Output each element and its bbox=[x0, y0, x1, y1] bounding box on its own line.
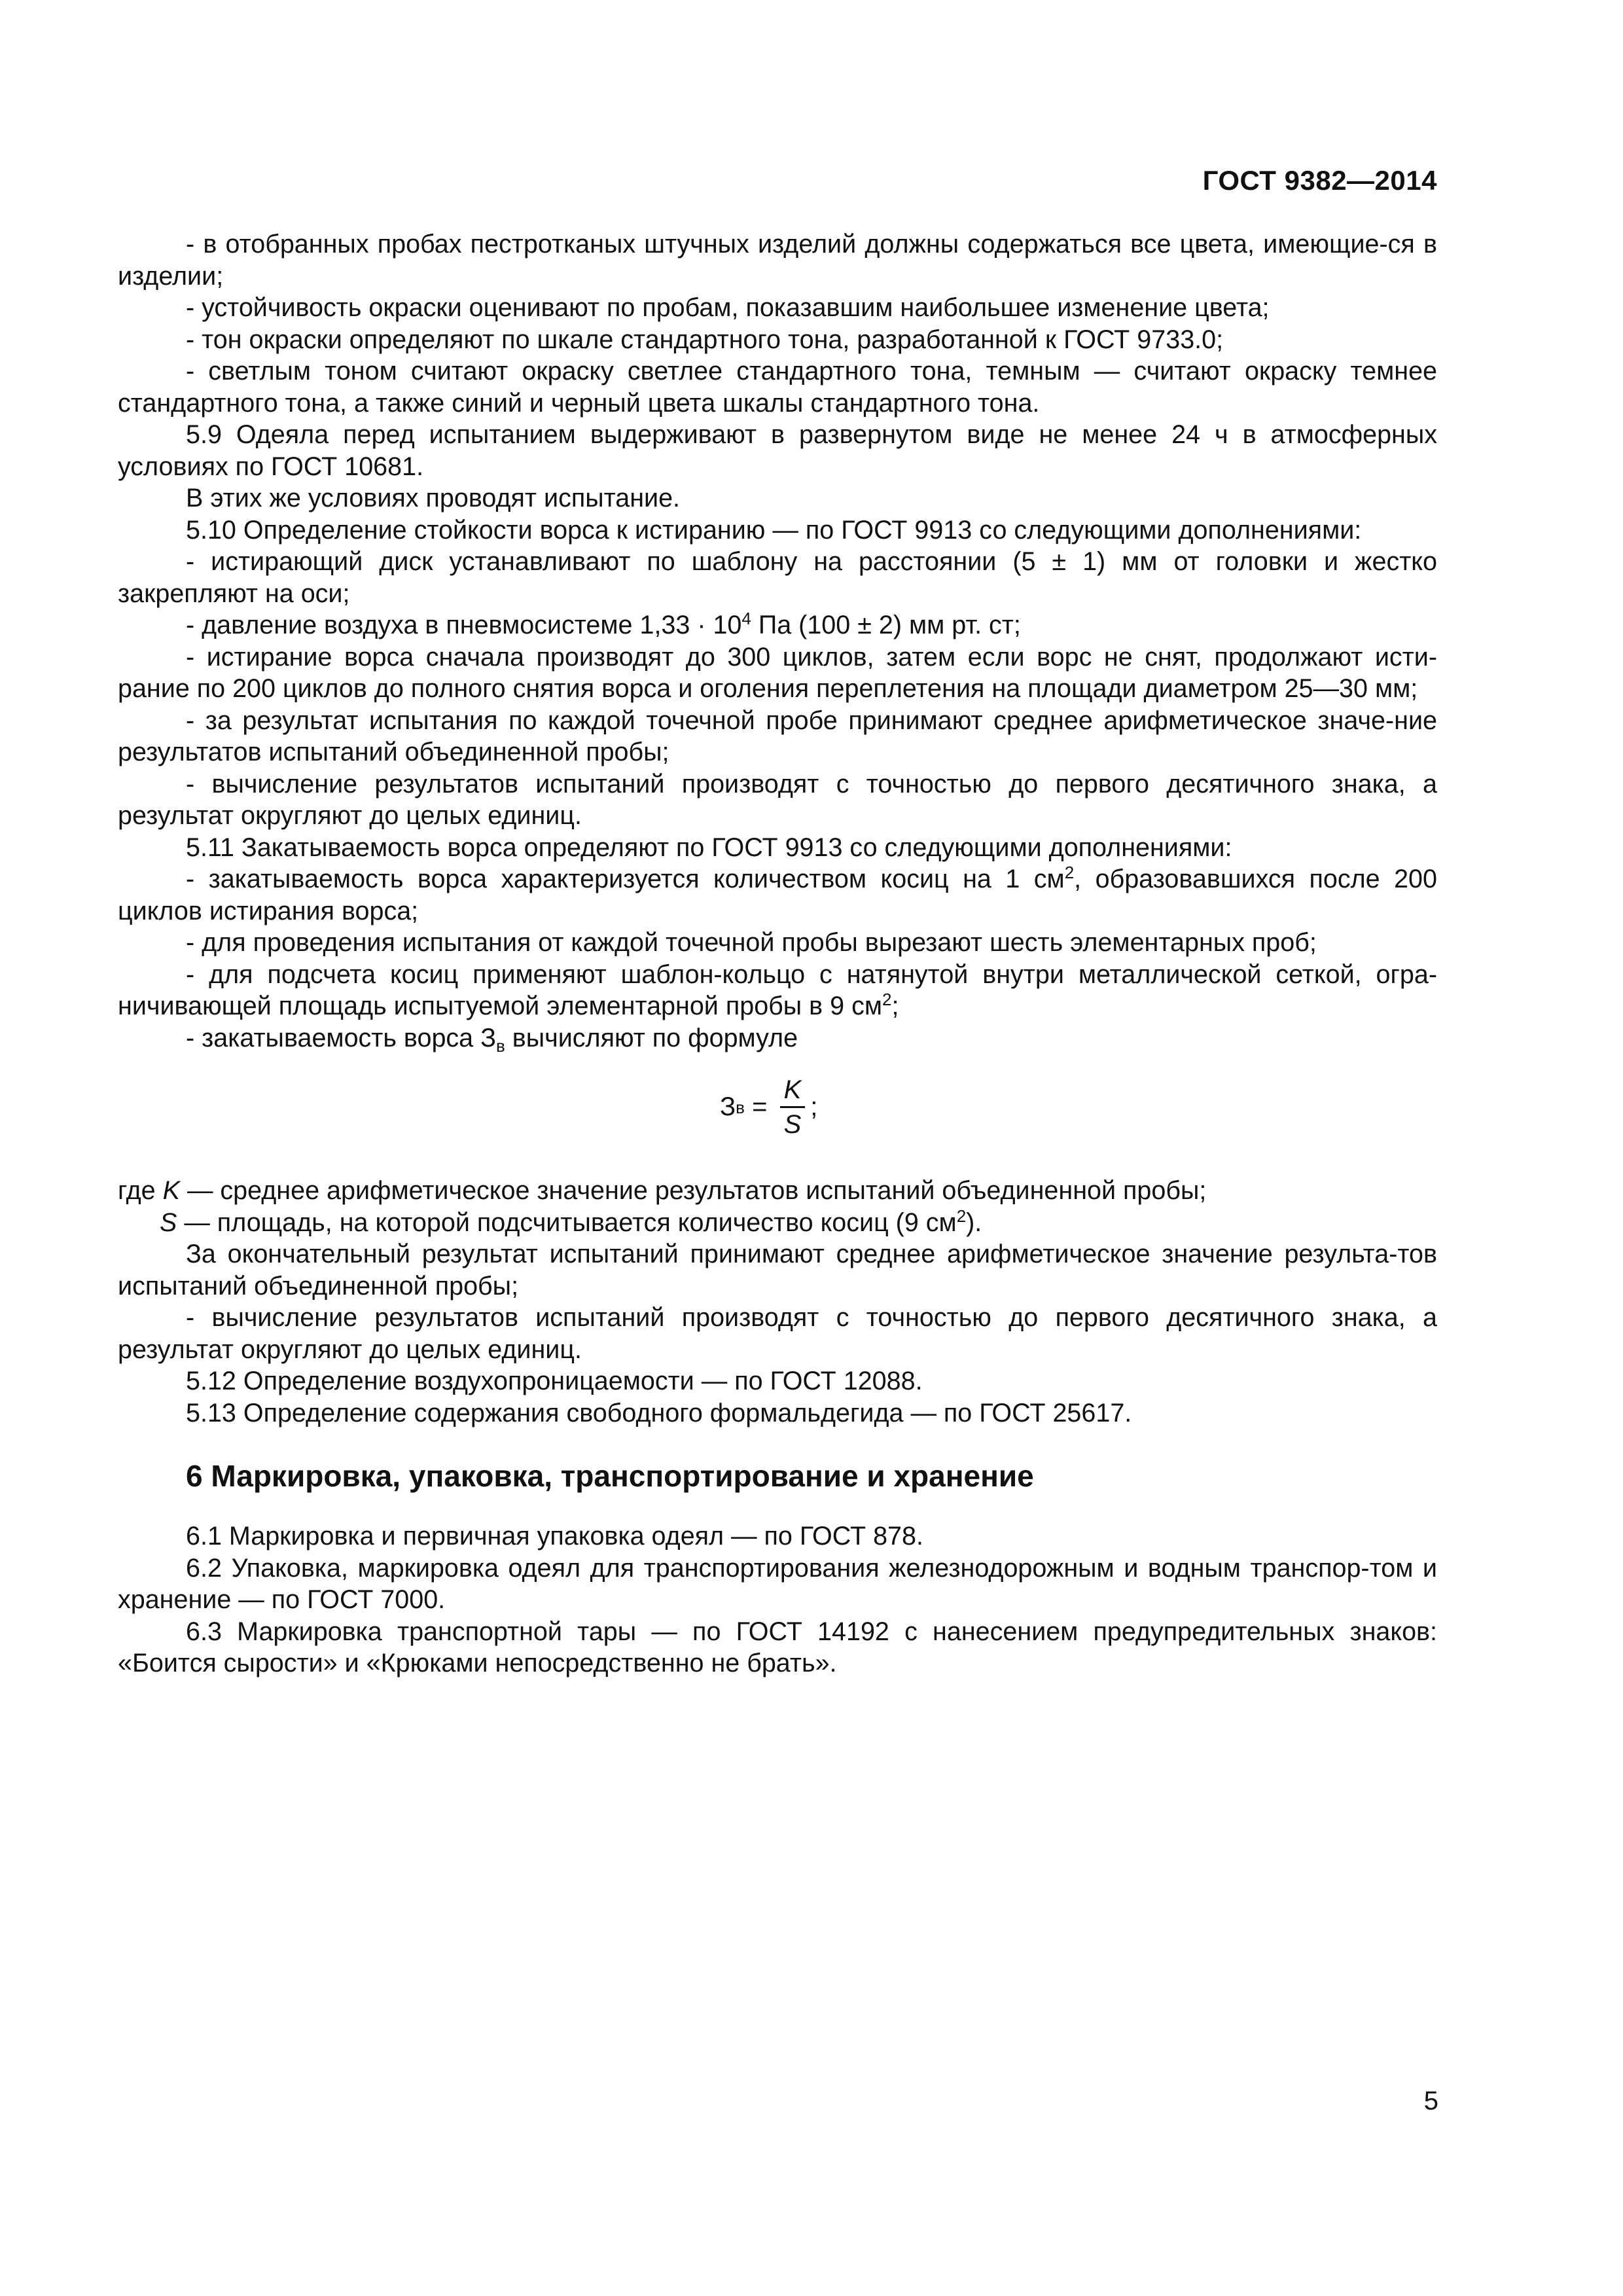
formula-intro-paragraph bbox=[118, 1022, 1437, 1054]
formula-intro-subscript: в bbox=[495, 1035, 505, 1056]
where-prefix: где bbox=[118, 1176, 163, 1205]
paragraph: - для проведения испытания от каждой точечной пробы вырезают шесть элементарных проб; bbox=[186, 928, 1317, 957]
where-k-text: — среднее арифметическое значение результатов испытаний объединенной пробы; bbox=[179, 1176, 1207, 1205]
paragraph: - вычисление результатов испытаний производят с точностью до первого десятичного знака, а результат округляют до целых единиц. bbox=[118, 769, 1437, 830]
formula-intro-text-end: вычисляют по формуле bbox=[505, 1023, 798, 1052]
paragraph: - истирание ворса сначала производят до 300 циклов, затем если ворс не снят, продолжают исти-рание по 200 циклов до полного снятия ворса и оголения переплетения на площади диаметром 25—30 мм; bbox=[118, 642, 1437, 703]
paragraph: В этих же условиях проводят испытание. bbox=[186, 484, 681, 512]
document-body bbox=[118, 228, 1437, 1679]
formula-fraction bbox=[780, 1073, 806, 1141]
formula-lhs: З bbox=[720, 1092, 736, 1122]
formula-denominator: S bbox=[783, 1110, 802, 1139]
pressure-exponent: 4 bbox=[741, 609, 751, 628]
paragraph: - тон окраски определяют по шкале стандартного тона, разработанной к ГОСТ 9733.0; bbox=[186, 325, 1224, 354]
formula-equals: = bbox=[744, 1092, 775, 1122]
formula-intro-text: - закатываемость ворса З bbox=[186, 1023, 496, 1052]
template-text-end: ; bbox=[891, 992, 899, 1020]
document-header: ГОСТ 9382—2014 bbox=[1202, 165, 1437, 196]
pilling-text: - закатываемость ворса характеризуется количеством косиц на 1 см bbox=[186, 865, 1065, 893]
template-exponent: 2 bbox=[882, 990, 892, 1009]
paragraph: За окончательный результат испытаний принимают среднее арифметическое значение результа-тов испытаний объединенной пробы; bbox=[118, 1240, 1437, 1300]
formula-tail: ; bbox=[810, 1092, 818, 1122]
pressure-text-end: Па (100 ± 2) мм рт. ст; bbox=[751, 611, 1021, 639]
paragraph: - за результат испытания по каждой точечной пробе принимают среднее арифметическое значе-ние результатов испытаний объединенной пробы; bbox=[118, 706, 1437, 766]
where-s-exponent: 2 bbox=[956, 1206, 967, 1226]
section-6-heading: 6 Маркировка, упаковка, транспортирование и хранение bbox=[186, 1459, 1034, 1493]
paragraph: 5.11 Закатываемость ворса определяют по ГОСТ 9913 со следующими дополнениями: bbox=[186, 833, 1232, 862]
where-s-line bbox=[118, 1207, 1437, 1239]
template-paragraph bbox=[118, 959, 1437, 1022]
formula-numerator: K bbox=[780, 1073, 806, 1108]
paragraph: 5.10 Определение стойкости ворса к истиранию — по ГОСТ 9913 со следующими дополнениями: bbox=[186, 515, 1362, 545]
where-k-line bbox=[118, 1175, 1437, 1207]
paragraph: - устойчивость окраски оценивают по пробам, показавшим наибольшее изменение цвета; bbox=[186, 293, 1270, 322]
formula: З в = $\frac{K}{S}$ ; bbox=[720, 1073, 817, 1141]
pressure-text: - давление воздуха в пневмосистеме 1,33 · 10 bbox=[186, 611, 742, 639]
symbol-k: K bbox=[162, 1176, 180, 1205]
paragraph: - истирающий диск устанавливают по шаблону на расстоянии (5 ± 1) мм от головки и жестко закрепляют на оси; bbox=[118, 547, 1437, 608]
pilling-text-end: , образовавшихся после 200 циклов истирания ворса; bbox=[118, 865, 1437, 925]
paragraph: - в отобранных пробах пестротканых штучных изделий должны содержаться все цвета, имеющие-ся в изделии; bbox=[118, 230, 1437, 291]
paragraph: 6.3 Маркировка транспортной тары — по ГОСТ 14192 с нанесением предупредительных знаков: «Боится сырости» и «Крюками непосредственно не брать». bbox=[118, 1617, 1437, 1677]
paragraph: - светлым тоном считают окраску светлее стандартного тона, темным — считают окраску темнее стандартного тона, а также синий и черный цвета шкалы стандартного тона. bbox=[118, 357, 1437, 418]
paragraph: 5.9 Одеяла перед испытанием выдерживают в развернутом виде не менее 24 ч в атмосферных условиях по ГОСТ 10681. bbox=[118, 420, 1437, 481]
symbol-s: S bbox=[160, 1208, 177, 1237]
where-s-text: — площадь, на которой подсчитывается количество косиц (9 см bbox=[177, 1208, 957, 1237]
paragraph: 5.12 Определение воздухопроницаемости — по ГОСТ 12088. bbox=[186, 1367, 923, 1395]
paragraph: 6.1 Маркировка и первичная упаковка одеял — по ГОСТ 878. bbox=[186, 1522, 923, 1551]
where-s-end: ). bbox=[966, 1208, 982, 1237]
pilling-paragraph bbox=[118, 863, 1437, 927]
paragraph: 5.13 Определение содержания свободного формальдегида — по ГОСТ 25617. bbox=[186, 1398, 1132, 1427]
pilling-exponent: 2 bbox=[1064, 863, 1075, 882]
paragraph: 6.2 Упаковка, маркировка одеял для транспортирования железнодорожным и водным транспор-том и хранение — по ГОСТ 7000. bbox=[118, 1553, 1437, 1614]
page-number: 5 bbox=[1423, 2087, 1438, 2115]
template-text: - для подсчета косиц применяют шаблон-кольцо с натянутой внутри металлической сеткой, огра-ничивающей площадь испытуемой элементарной пробы в 9 см bbox=[118, 960, 1437, 1020]
pressure-paragraph bbox=[118, 609, 1437, 641]
paragraph: - вычисление результатов испытаний производят с точностью до первого десятичного знака, а результат округляют до целых единиц. bbox=[118, 1303, 1437, 1364]
formula-block bbox=[118, 1054, 1437, 1175]
